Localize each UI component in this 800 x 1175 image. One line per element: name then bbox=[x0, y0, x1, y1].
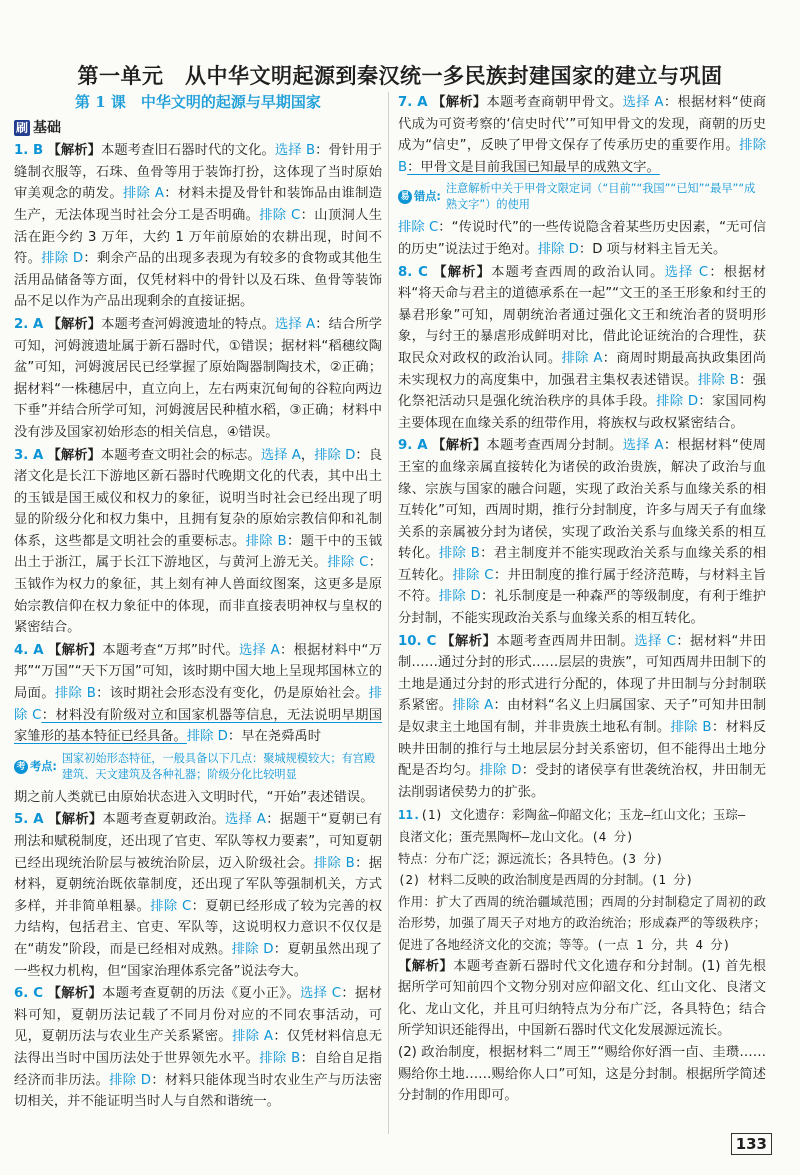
answer-item-8: 8. C 【解析】本题考查西周的政治认同。选择 C：根据材料“将天命与君主的道德承系在一起”“文王的圣王形象和纣王的暴君形象”可知，周朝统治者通过强化文王和统治者的贤明形象，与纣王的暴虐形成鲜明对比，借此论证统治的合理性，获取民众对政权的政治认同。排除 A：商周时期最高执政集团尚未实现权力的高度集中，加强君主集权表述错误。排除 B：强化祭祀活动只是强化统治秩序的具体手段。排除 D：家国同构主要体现在血缘关系的纽带作用，将族权与政权紧密结合。 bbox=[398, 264, 767, 431]
brush-icon: 刷 bbox=[15, 121, 28, 136]
kaodian-icon: 考 bbox=[14, 760, 28, 774]
answer-item-7: 7. A 【解析】本题考查商朝甲骨文。选择 A：根据材料“使商代成为可资考察的‘信史时代’”可知甲骨文的发现，商朝的历史成为“信史”，反映了甲骨文保存了传承历史的重要作用。排除 B：甲骨文是目前我国已知最早的成熟文字。 bbox=[398, 95, 767, 175]
answer-item-2: 2. A 【解析】本题考查河姆渡遗址的特点。选择 A：结合所学可知，河姆渡遗址属于新石器时代，①错误；据材料“稻穗纹陶盆”可知，河姆渡居民已经掌握了原始陶器制陶技术，②正确；据材料“一株穗居中，直立向上，左右两束沉甸甸的谷粒向两边下垂”并结合所学可知，河姆渡居民种植水稻，③正确；材料中没有涉及国家初始形态的相关信息，④错误。 bbox=[14, 316, 383, 440]
column-divider bbox=[388, 92, 389, 1134]
answer-item-9: 9. A 【解析】本题考查西周分封制。选择 A：根据材料“使周王室的血缘亲属直接转化为诸侯的政治贵族，解决了政治与血缘、宗族与国家的融合问题，实现了政治关系与血缘关系的相互转化”可知，西周时期，推行分封制度，许多与周天子有血缘关系的亲属被分封为诸侯，实现了政治关系与血缘关系的相互转化。排除 B：君主制度并不能实现政治关系与血缘关系的相互转化。排除 C：井田制度的推行属于经济范畴，与材料主旨不符。排除 D：礼乐制度是一种森严的等级制度，有利于维护分封制，不能实现政治关系与血缘关系的相互转化。 bbox=[398, 438, 767, 627]
cuodian-icon: 易 bbox=[398, 190, 412, 204]
answer-item-1: 1. B 【解析】本题考查旧石器时代的文化。选择 B：骨针用于缝制衣服等，石珠、鱼骨等用于装饰打扮，这体现了当时原始审美观念的萌发。排除 A：材料未提及骨针和装饰品由谁制造生产，无法体现当时社会分工是否明确。排除 C：山顶洞人生活在距今约 3 万年，大约 1 万年前原始的农耕出现，时间不符。排除 D：剩余产品的出现多表现为有较多的食物或其他生活用品储备等方面，仅凭材料中的骨针以及石珠、鱼骨等装饰品不足以作为产品出现剩余的直接证据。 bbox=[14, 143, 383, 310]
kaodian-note bbox=[14, 751, 382, 783]
cuodian-note bbox=[398, 181, 766, 213]
kaodian-text: 国家初始形态特征，一般具备以下几点：聚城规模较大；有宫殿建筑、天文建筑及各种礼器；阶级分化比较明显 bbox=[61, 751, 376, 781]
answer-item-4-continued: 期之前人类就已由原始状态进入文明时代，“开始”表述错误。 bbox=[14, 789, 374, 805]
answer-item-6: 6. C 【解析】本题考查夏朝的历法《夏小正》。选择 C：据材料可知，夏朝历法记载了不同月份对应的不同农事活动，可见，夏朝历法与农业生产关系紧密。排除 A：仅凭材料信息无法得出当时中国历法处于世界领先水平。排除 B：自给自足指经济而非历法。排除 D：材料只能体现当时农业生产与历法密切相关，并不能证明当时人与自然和谐统一。 bbox=[14, 986, 383, 1110]
answer-item-3: 3. A 【解析】本题考查文明社会的标志。选择 A，排除 D：良渚文化是长江下游地区新石器时代晚期文化的代表，其中出土的玉钺是国王威仪和权力的象征，说明当时社会已经出现了明显的阶级分化和权力集中，且拥有复杂的原始宗教信仰和礼制体系，这些都是文明社会的重要标志。排除 B：题干中的玉钺出土于浙江，属于长江下游地区，与黄河上游无关。排除 C：玉钺作为权力的象征，其上刻有神人兽面纹图案，这更多是原始宗教信仰在权力象征中的体现，而非直接表明神权与皇权的紧密结合。 bbox=[14, 447, 383, 636]
cuodian-label: 错点: bbox=[414, 190, 441, 204]
cuodian-text: 注意解析中关于甲骨文限定词（“目前”“我国”“已知”“最早”“成熟文字”）的使用 bbox=[445, 182, 756, 212]
lesson-title: 第 1 课 中华文明的起源与早期国家 bbox=[75, 93, 321, 111]
answer-item-10: 10. C 【解析】本题考查西周井田制。选择 C：据材料“井田制……通过分封的形式……层层的贵族”，可知西周井田制下的土地是通过分封的形式进行分配的，体现了井田制与分封制联系紧密。排除 A：由材料“名义上归属国家、天子”可知井田制是奴隶主土地国有制，并非贵族土地私有制。排除 B：材料反映井田制的推行与土地层层分封关系密切，但不能得出土地分配是否均匀。排除 D：受封的诸侯享有世袭统治权，井田制无法削弱诸侯势力的扩张。 bbox=[398, 633, 767, 800]
answer-item-7-continued: 排除 C：“传说时代”的一些传说隐含着某些历史因素，“无可信的历史”说法过于绝对。排除 D：D 项与材料主旨无关。 bbox=[398, 220, 766, 257]
left-column bbox=[14, 92, 382, 1114]
unit-title: 第一单元 从中华文明起源到秦汉统一多民族封建国家的建立与巩固 bbox=[77, 63, 723, 88]
answer-item-5: 5. A 【解析】本题考查夏朝政治。选择 A：据题干“夏朝已有刑法和赋税制度，还出现了官吏、军队等权力要素”，可知夏朝已经出现统治阶层与被统治阶层，迈入阶级社会。排除 B：据材料，夏朝统治既依靠制度，还出现了军队等强制机关，方式多样，并非简单粗暴。排除 C：夏朝已经形成了较为完善的权力结构，包括君主、官吏、军队等，这说明权力意识不仅仅是在“萌发”阶段，而是已经相对成熟。排除 D：夏朝虽然出现了一些权力机构，但“国家治理体系完备”说法夸大。 bbox=[14, 812, 383, 979]
page-number: 133 bbox=[731, 1133, 772, 1155]
right-column bbox=[398, 92, 766, 1108]
answer-item-4: 4. A 【解析】本题考查“万邦”时代。选择 A：根据材料中“万邦”“万国”“天下万国”可知，该时期中国大地上呈现邦国林立的局面。排除 B：该时期社会形态没有变化，仍是原始社会。排除 C：材料没有阶级对立和国家机器等信息，无法说明早期国家雏形的基本特征已经具备。排除 D：早在尧舜禹时 bbox=[14, 642, 383, 745]
section-heading bbox=[14, 118, 382, 140]
section-label: 基础 bbox=[33, 119, 61, 136]
kaodian-label: 考点: bbox=[30, 759, 57, 773]
answer-item-11: 11.(1) 文化遗存：彩陶盆—仰韶文化；玉龙—红山文化；玉琮— 良渚文化；蛋壳黑陶杯—龙山文化。(4 分) 特点：分布广泛；源远流长；各具特色。(3 分) (2) 材料二反映的政治制度是西周的分封制。(1 分) 作用：扩大了西周的统治疆域范围；西周的分封制稳定了周初的政治形势，加强了周天子对地方的政治统治；形成森严的等级秩序；促进了各地经济文化的交流；等等。(一点 1 分，共 4 分) 【解析】本题考查新石器时代文化遗存和分封制。(1) 首先根据所学可知前四个文物分别对应仰韶文化、红山文化、良渚文化、龙山文化，并且可归纳特点为分布广泛，各具特色；结合所学知识还能得出，中国新石器时代文化发展源远流长。 (2) 政治制度，根据材料二“周王”“赐给你好酒一卣、圭瓒……赐给你土地……赐给你人口”可知，这是分封制。根据所学简述分封制的作用即可。 bbox=[398, 807, 767, 1104]
